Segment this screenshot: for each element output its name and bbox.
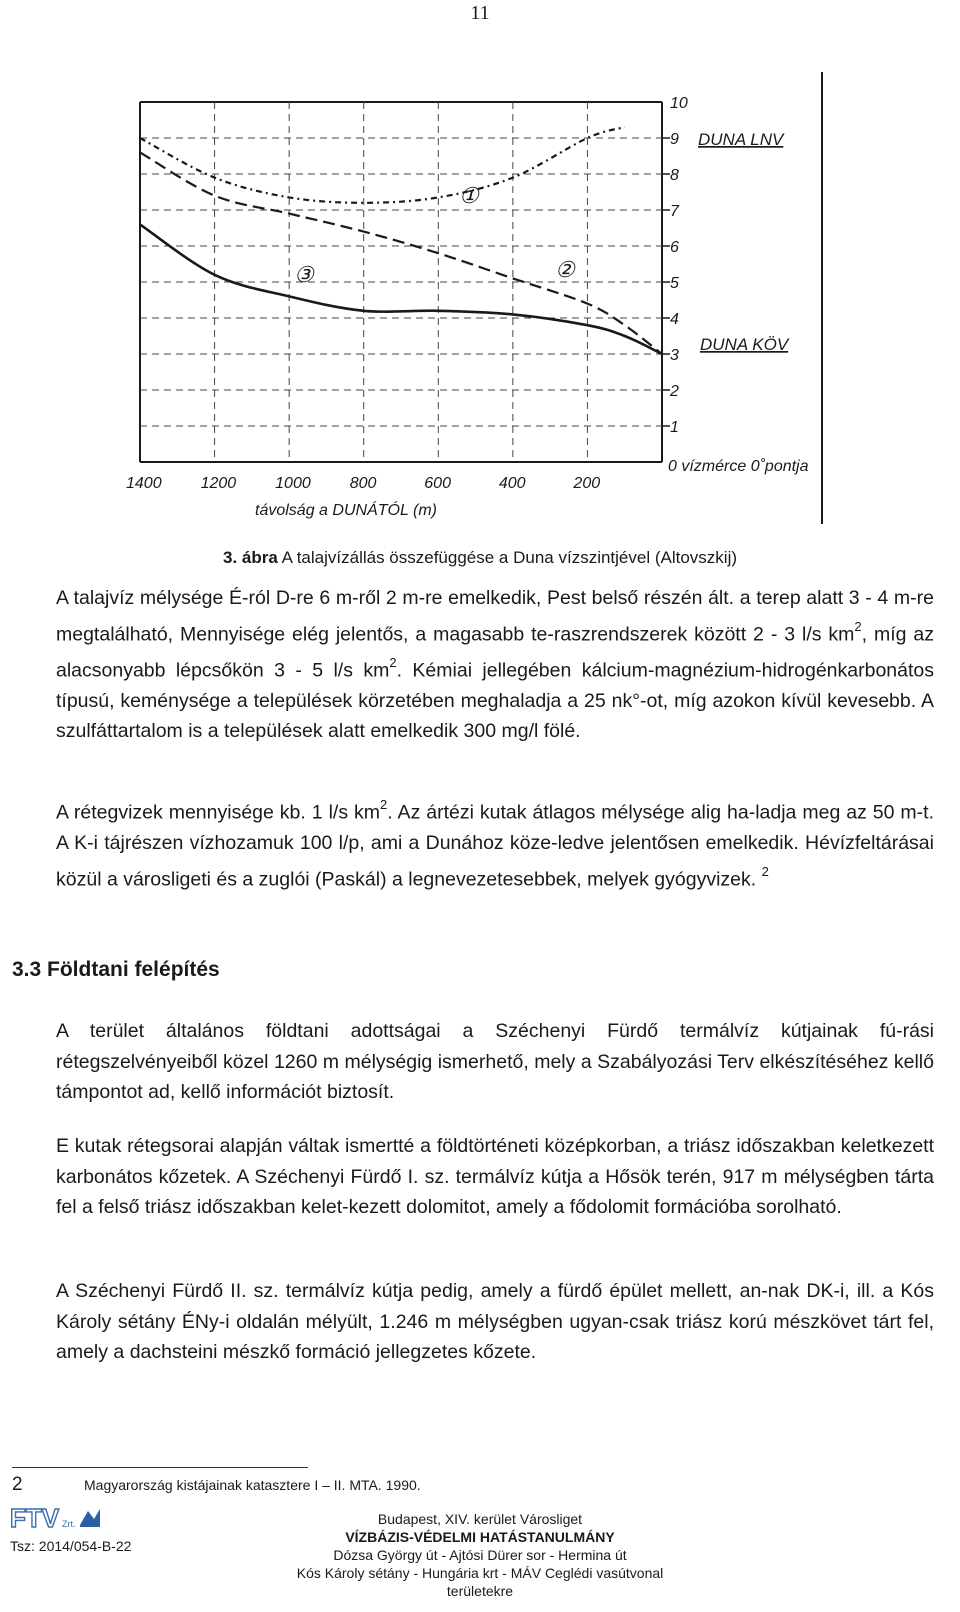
- paragraph-aquifers: A rétegvizek mennyisége kb. 1 l/s $km^2$. Az ártézi kutak átlagos mélysége alig ha-ladja meg az 50 m-t. A K-i tájrészen vízhozamuk 100 l/p, ami a Dunához köze-ledve jelentősen emelkedik. Hévízfeltárásai közül a városligeti és a zuglói (Paskál) a legnevezetesebbek, melyek gyógyvizek. $^2$: [56, 797, 934, 890]
- groundwater-figure: [110, 62, 830, 537]
- paragraph-wells: E kutak rétegsorai alapján váltak ismertté a földtörténeti középkorban, a triász időszakban keletkezett karbonátos kőzetek. A Széchenyi Fürdő I. sz. termálvíz kútja a Hősök terén, 917 m mélységben tárta fel a felső triász időszakban kelet-kezett dolomitot, amely a fődolomit formációba sorolható.: [56, 1135, 934, 1218]
- y-tick-label: 5: [670, 275, 679, 292]
- footnote-rule: [12, 1467, 308, 1468]
- footnote: [12, 1474, 421, 1496]
- caption-label: 3. ábra: [222, 548, 278, 567]
- page-number: 11: [470, 2, 490, 24]
- figure-caption: [0, 548, 960, 568]
- label-duna-lnv: DUNA LNV: [698, 130, 784, 149]
- footer-line-3: Dózsa György út - Ajtósi Dürer sor - Hermina út: [333, 1547, 627, 1563]
- x-tick-label: 800: [349, 475, 377, 492]
- curve-label-3: ③: [294, 262, 314, 287]
- y-tick-label: 8: [670, 167, 679, 184]
- ftv-logo: [10, 1503, 100, 1538]
- x-tick-label: 400: [498, 475, 526, 492]
- x-tick-label: 1000: [275, 475, 311, 492]
- paragraph-geology: A terület általános földtani adottságai a Széchenyi Fürdő termálvíz kútjainak fú-rási rétegszelvényeiből közel 1260 m mélységig ismerhető, mely a Szabályozási Terv elkészítéséhez kellő támpontot ad, kellő információt biztosít.: [56, 1020, 934, 1103]
- footer-line-5: területekre: [446, 1583, 514, 1599]
- curve-1: [140, 127, 625, 203]
- y-tick-label: 10: [670, 95, 688, 112]
- y-tick-label: 2: [670, 383, 679, 400]
- svg-text:Zrt.: Zrt.: [62, 1519, 76, 1529]
- y-zero-label: 0 vízmérce 0˚pontja: [668, 458, 809, 475]
- y-tick-labels: [669, 95, 688, 436]
- y-tick-label: 9: [670, 131, 679, 148]
- x-tick-label: 1200: [200, 475, 237, 492]
- x-tick-label: 600: [424, 475, 451, 492]
- curve-3: [140, 224, 662, 354]
- x-axis-label: távolság a DUNÁTÓL (m): [255, 502, 437, 519]
- y-tick-label: 1: [670, 419, 679, 436]
- footnote-text: Magyarország kistájainak katasztere I – II. MTA. 1990.: [84, 1477, 421, 1493]
- y-tick-label: 6: [670, 239, 679, 256]
- x-tick-label: 200: [573, 475, 601, 492]
- footer-title-block: [230, 1510, 730, 1600]
- label-duna-kov: DUNA KÖV: [700, 335, 789, 354]
- paragraph-groundwater: A talajvíz mélysége É-ról D-re 6 m-ről 2 m-re emelkedik, Pest belső részén ált. a terep alatt 3 - 4 m-re megtalálható, Mennyisége elég jelentős, a magasabb te-raszrendszerek között 2 - 3 l/s $km^2$, míg az alacsonyabb lépcsőkön 3 - 5 l/s $km^2$. Kémiai jellegében kálcium-magnézium-hidrogénkarbonátos típusú, keménysége a települések körzetében meghaladja a 25 nk°-ot, míg azokon kívül kevesebb. A szulfáttartalom is a települések alatt emelkedik 300 mg/l fölé.: [56, 587, 934, 742]
- footer-line-1: Budapest, XIV. kerület Városliget: [377, 1511, 583, 1527]
- curve-label-1: ①: [459, 183, 479, 208]
- groundwater-chart: [110, 62, 830, 532]
- caption-text: A talajvízállás összefüggése a Duna vízszintjével (Altovszkij): [277, 548, 738, 567]
- svg-text:FTV: FTV: [10, 1503, 60, 1533]
- y-tick-label: 4: [670, 311, 679, 328]
- footer-line-4: Kós Károly sétány - Hungária krt - MÁV Ceglédi vasútvonal: [296, 1565, 664, 1581]
- footnote-number: 2: [12, 1474, 23, 1495]
- x-tick-labels: [126, 475, 600, 492]
- y-tick-label: 7: [670, 203, 679, 220]
- chart-curves: [140, 127, 662, 354]
- chart-grid: [140, 102, 670, 462]
- section-heading: 3.3 Földtani felépítés: [12, 958, 220, 981]
- y-tick-label: 3: [670, 347, 679, 364]
- project-number: Tsz: 2014/054-B-22: [10, 1538, 132, 1554]
- curve-label-2: ②: [555, 257, 575, 282]
- x-tick-label: 1400: [126, 475, 162, 492]
- footer-line-2: VÍZBÁZIS-VÉDELMI HATÁSTANULMÁNY: [345, 1529, 615, 1545]
- paragraph-well-two: A Széchenyi Fürdő II. sz. termálvíz kútja pedig, amely a fürdő épület mellett, an-nak DK-i, ill. a Kós Károly sétány ÉNy-i oldalán mélyült, 1.246 m mélységben ugyan-csak triász korú mészkövet tárt fel, amely a dachsteini mészkő formáció jellegzetes kőzete.: [56, 1280, 934, 1363]
